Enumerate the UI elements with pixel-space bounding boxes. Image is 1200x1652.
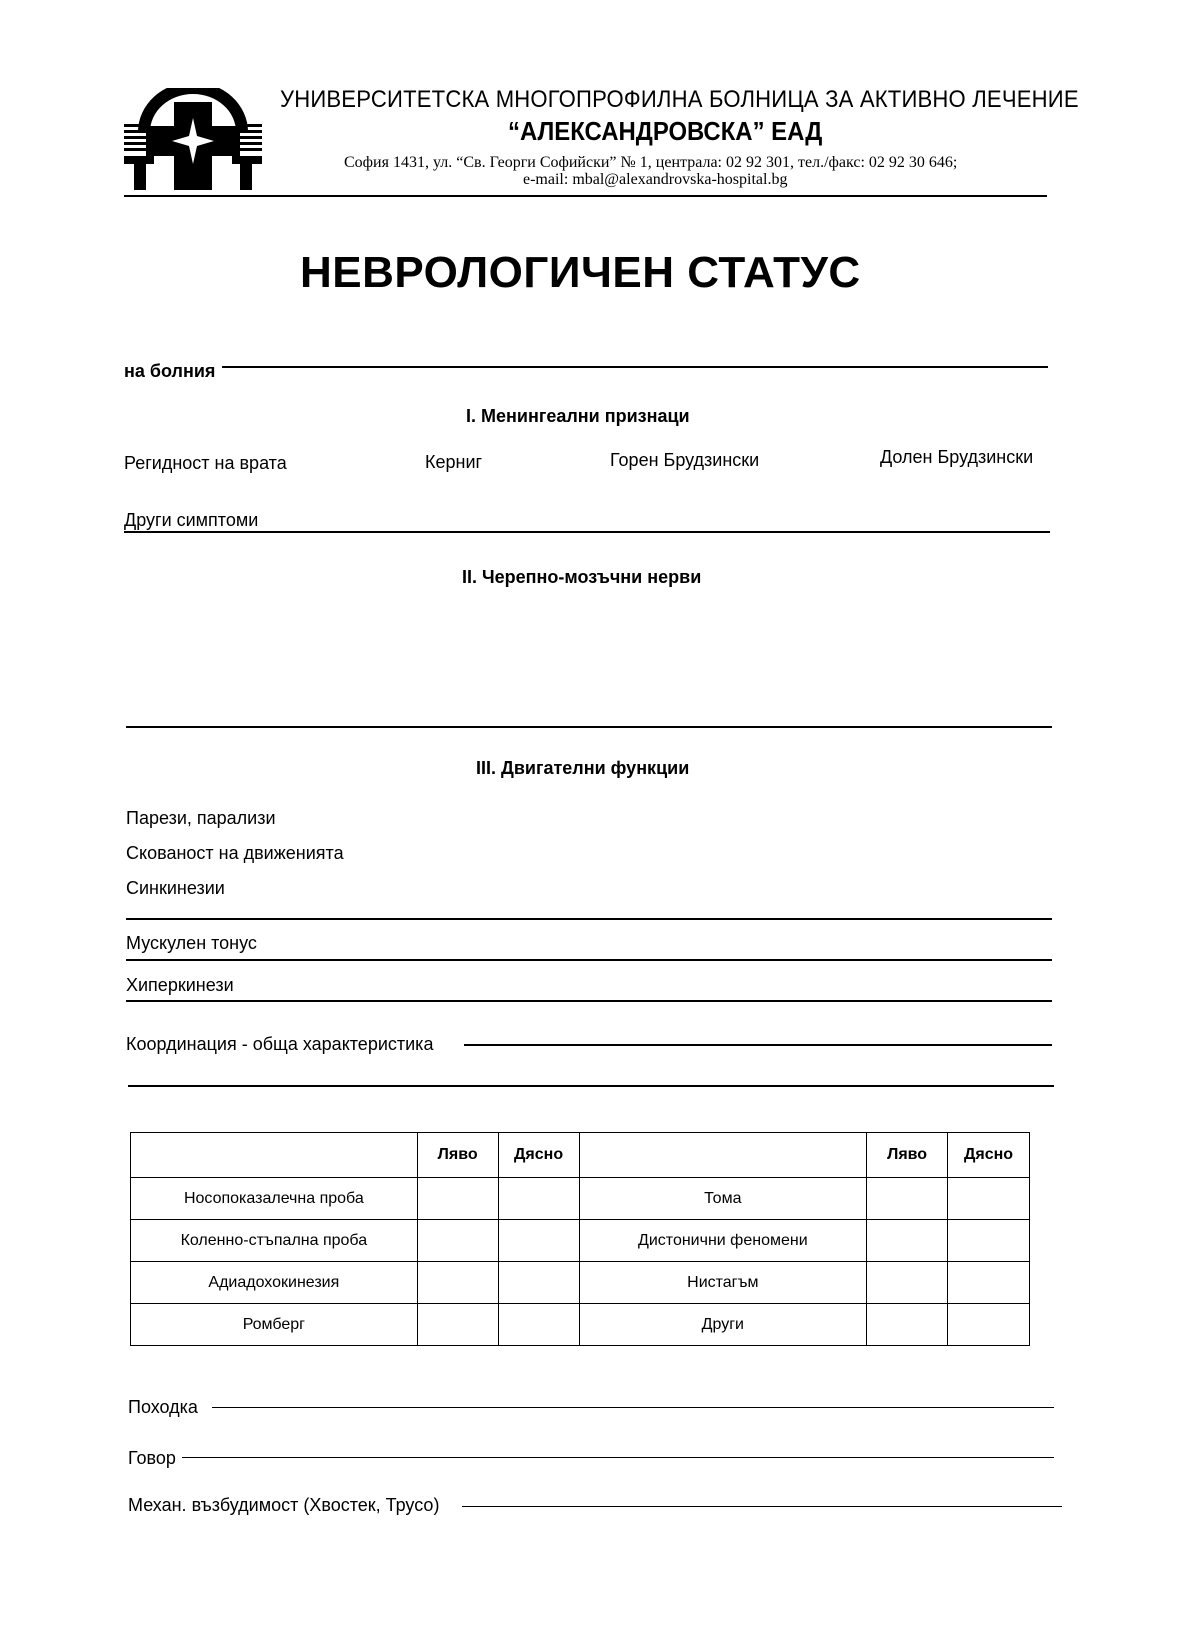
synkinesis-label: Синкинезии xyxy=(126,878,225,898)
result-cell[interactable] xyxy=(498,1262,579,1304)
header-rule xyxy=(124,195,1047,197)
hyperkinesis-field[interactable] xyxy=(126,1000,1052,1002)
table-row xyxy=(131,1304,1030,1346)
result-cell[interactable] xyxy=(417,1262,498,1304)
test-name-right: Нистагъм xyxy=(579,1262,867,1304)
table-header-right-side-2: Дясно xyxy=(948,1133,1030,1178)
table-header-blank-left xyxy=(131,1133,418,1178)
result-cell[interactable] xyxy=(867,1304,948,1346)
institution-name: УНИВЕРСИТЕТСКА МНОГОПРОФИЛНА БОЛНИЦА ЗА АКТИВНО ЛЕЧЕНИЕ xyxy=(280,86,1079,113)
muscle-tone-field[interactable] xyxy=(126,959,1052,961)
cranial-nerves-field[interactable] xyxy=(126,726,1052,728)
test-name-left: Адиадохокинезия xyxy=(131,1262,418,1304)
coordination-tests-table xyxy=(130,1132,1030,1346)
patient-label: на болния xyxy=(124,361,216,381)
result-cell[interactable] xyxy=(498,1178,579,1220)
table-header-right-side: Дясно xyxy=(498,1133,579,1178)
table-header-left-side-2: Ляво xyxy=(867,1133,948,1178)
meningeal-item-kernig: Керниг xyxy=(425,452,483,472)
page-title: НЕВРОЛОГИЧЕН СТАТУС xyxy=(300,248,861,297)
result-cell[interactable] xyxy=(417,1220,498,1262)
result-cell[interactable] xyxy=(948,1220,1030,1262)
gait-label: Походка xyxy=(128,1397,198,1417)
synkinesis-field[interactable] xyxy=(126,918,1052,920)
institution-address: София 1431, ул. “Св. Георги Софийски” № 1, централа: 02 92 301, тел./факс: 02 92 30 646; xyxy=(344,154,958,171)
result-cell[interactable] xyxy=(498,1220,579,1262)
result-cell[interactable] xyxy=(948,1304,1030,1346)
test-name-left: Ромберг xyxy=(131,1304,418,1346)
test-name-right: Дистонични феномени xyxy=(579,1220,867,1262)
table-header-left-side: Ляво xyxy=(417,1133,498,1178)
institution-subtitle: “АЛЕКСАНДРОВСКА” ЕАД xyxy=(508,116,823,146)
test-name-left: Носопоказалечна проба xyxy=(131,1178,418,1220)
section-motor-heading: III. Двигателни функции xyxy=(476,758,690,778)
stiffness-label: Скованост на движенията xyxy=(126,843,344,863)
excitability-field[interactable] xyxy=(462,1506,1062,1507)
coordination-label: Координация - обща характеристика xyxy=(126,1034,434,1054)
table-row xyxy=(131,1178,1030,1220)
test-name-right: Други xyxy=(579,1304,867,1346)
muscle-tone-label: Мускулен тонус xyxy=(126,933,257,953)
section-meningeal-heading: I. Менингеални признаци xyxy=(466,406,690,426)
excitability-label: Механ. възбудимост (Хвостек, Трусо) xyxy=(128,1495,440,1515)
table-row xyxy=(131,1220,1030,1262)
speech-label: Говор xyxy=(128,1448,176,1468)
result-cell[interactable] xyxy=(948,1178,1030,1220)
test-name-right: Тома xyxy=(579,1178,867,1220)
hyperkinesis-label: Хиперкинези xyxy=(126,975,234,995)
other-symptoms-label: Други симптоми xyxy=(124,510,259,530)
result-cell[interactable] xyxy=(498,1304,579,1346)
table-row xyxy=(131,1262,1030,1304)
result-cell[interactable] xyxy=(867,1178,948,1220)
coordination-field-line2[interactable] xyxy=(128,1085,1054,1087)
result-cell[interactable] xyxy=(867,1220,948,1262)
paresis-label: Парези, парализи xyxy=(126,808,276,828)
hospital-cross-emblem-icon xyxy=(124,88,262,190)
test-name-left: Коленно-стъпална проба xyxy=(131,1220,418,1262)
result-cell[interactable] xyxy=(867,1262,948,1304)
institution-email: e-mail: mbal@alexandrovska-hospital.bg xyxy=(523,171,788,188)
patient-name-field[interactable] xyxy=(222,366,1048,368)
result-cell[interactable] xyxy=(417,1304,498,1346)
meningeal-item-upper-brudzinski: Горен Брудзински xyxy=(610,450,760,470)
meningeal-item-lower-brudzinski: Долен Брудзински xyxy=(880,447,1034,467)
result-cell[interactable] xyxy=(948,1262,1030,1304)
gait-field[interactable] xyxy=(212,1407,1054,1408)
table-header-blank-right xyxy=(579,1133,867,1178)
speech-field[interactable] xyxy=(182,1457,1054,1458)
coordination-field[interactable] xyxy=(464,1044,1052,1046)
result-cell[interactable] xyxy=(417,1178,498,1220)
section-cranial-nerves-heading: II. Черепно-мозъчни нерви xyxy=(462,567,702,587)
other-symptoms-field[interactable] xyxy=(124,531,1050,533)
meningeal-item-neck-rigidity: Регидност на врата xyxy=(124,453,287,473)
